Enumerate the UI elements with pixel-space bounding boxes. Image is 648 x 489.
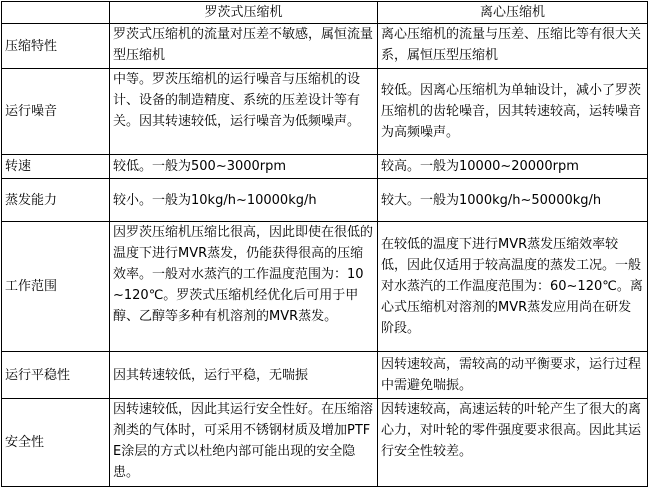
centrifugal-cell: 较高。一般为10000~20000rpm — [378, 155, 648, 179]
row-label: 蒸发能力 — [2, 179, 110, 222]
table-row-speed — [2, 155, 648, 179]
table-row-safety — [2, 399, 648, 487]
table-header-row — [2, 2, 648, 24]
compressor-comparison-table — [1, 1, 648, 487]
centrifugal-cell: 较低。因离心压缩机为单轴设计，减小了罗茨压缩机的齿轮噪音，因其转速较高，运转噪音为高频噪声。 — [378, 69, 648, 155]
row-label: 安全性 — [2, 399, 110, 487]
centrifugal-cell: 因转速较高，高速运转的叶轮产生了很大的离心力，对叶轮的零件强度要求很高。因此其运行安全性较差。 — [378, 399, 648, 487]
centrifugal-cell: 离心压缩机的流量与压差、压缩比等有很大关系，属恒压型压缩机 — [378, 24, 648, 69]
roots-cell: 较低。一般为500~3000rpm — [110, 155, 378, 179]
row-label: 转速 — [2, 155, 110, 179]
centrifugal-cell: 在较低的温度下进行MVR蒸发压缩效率较低，因此仅适用于较高温度的蒸发工况。一般对水蒸汽的工作温度范围为：60~120℃。离心式压缩机对溶剂的MVR蒸发应用尚在研发阶段。 — [378, 222, 648, 352]
header-empty-cell — [2, 2, 110, 24]
row-label: 运行平稳性 — [2, 352, 110, 399]
roots-cell: 罗茨式压缩机的流量对压差不敏感，属恒流量型压缩机 — [110, 24, 378, 69]
comparison-table-wrapper — [1, 1, 648, 487]
table-row-working-range — [2, 222, 648, 352]
centrifugal-cell: 因转速较高，需较高的动平衡要求，运行过程中需避免喘振。 — [378, 352, 648, 399]
header-roots-compressor: 罗茨式压缩机 — [110, 2, 378, 24]
roots-cell: 因罗茨压缩机压缩比很高，因此即使在很低的温度下进行MVR蒸发，仍能获得很高的压缩效率。一般对水蒸汽的工作温度范围为：10~120℃。罗茨式压缩机经优化后可用于甲醇、乙醇等多种有机溶剂的MVR蒸发。 — [110, 222, 378, 352]
row-label: 工作范围 — [2, 222, 110, 352]
row-label: 压缩特性 — [2, 24, 110, 69]
row-label: 运行噪音 — [2, 69, 110, 155]
roots-cell: 较小。一般为10kg/h~10000kg/h — [110, 179, 378, 222]
table-row-operating-stability — [2, 352, 648, 399]
roots-cell: 中等。罗茨压缩机的运行噪音与压缩机的设计、设备的制造精度、系统的压差设计等有关。因其转速较低，运行噪音为低频噪声。 — [110, 69, 378, 155]
table-row-noise — [2, 69, 648, 155]
roots-cell: 因其转速较低，运行平稳，无喘振 — [110, 352, 378, 399]
header-centrifugal-compressor: 离心压缩机 — [378, 2, 648, 24]
table-row-evaporation-capacity — [2, 179, 648, 222]
centrifugal-cell: 较大。一般为1000kg/h~50000kg/h — [378, 179, 648, 222]
roots-cell: 因转速较低，因此其运行安全性好。在压缩溶剂类的气体时，可采用不锈钢材质及增加PTFE涂层的方式以杜绝内部可能出现的安全隐患。 — [110, 399, 378, 487]
table-row-compression-characteristic — [2, 24, 648, 69]
